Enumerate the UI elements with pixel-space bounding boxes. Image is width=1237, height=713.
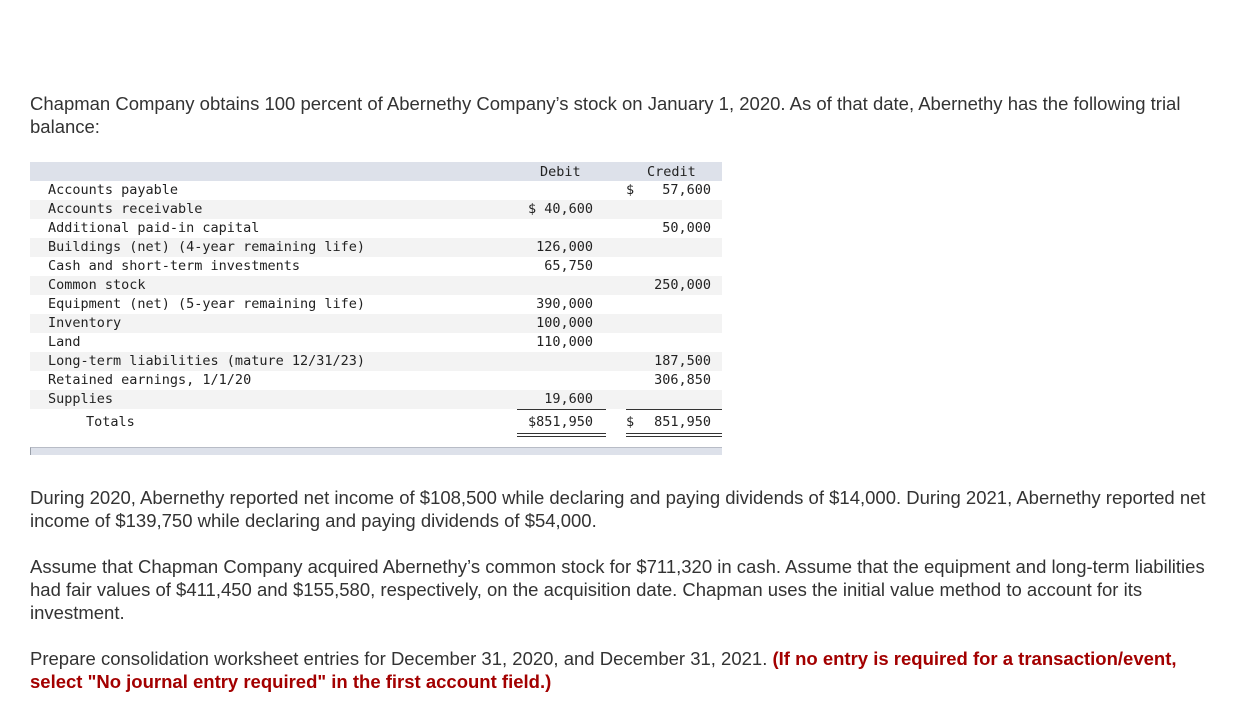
table-row bbox=[30, 257, 722, 276]
account-name: Retained earnings, 1/1/20 bbox=[48, 372, 252, 388]
debit-amount: 19,600 bbox=[544, 391, 593, 407]
table-row bbox=[30, 238, 722, 257]
account-name: Long-term liabilities (mature 12/31/23) bbox=[48, 353, 365, 369]
credit-dollar-sign: $ bbox=[626, 182, 635, 198]
account-name: Land bbox=[48, 334, 81, 350]
table-row bbox=[30, 314, 722, 333]
assumption-paragraph: Assume that Chapman Company acquired Abernethy’s common stock for $711,320 in cash. Assume that the equipment and long-term liabilities had fair values of $411,450 and $155,580, respectively, on the acquisition date. Chapman uses the initial value method to account for its investment. bbox=[30, 556, 1205, 623]
table-row bbox=[30, 219, 722, 238]
debit-amount: 65,750 bbox=[544, 258, 593, 274]
credit-amount: 306,850 bbox=[654, 372, 711, 388]
instruction-text: (If no entry is required for a transaction/event, select "No journal entry required" in the first account field.) bbox=[30, 648, 1177, 692]
credit-amount: 250,000 bbox=[654, 277, 711, 293]
totals-label: Totals bbox=[86, 414, 135, 430]
account-name: Cash and short-term investments bbox=[48, 258, 300, 274]
credit-amount: 50,000 bbox=[662, 220, 711, 236]
debit-amount: 110,000 bbox=[536, 334, 593, 350]
debit-subtotal-rule bbox=[517, 409, 606, 410]
table-row bbox=[30, 352, 722, 371]
table-header bbox=[30, 162, 722, 181]
account-name: Buildings (net) (4-year remaining life) bbox=[48, 239, 365, 255]
credit-header: Credit bbox=[647, 164, 696, 180]
prepare-text: Prepare consolidation worksheet entries for December 31, 2020, and December 31, 2021. bbox=[30, 648, 768, 669]
table-row bbox=[30, 371, 722, 390]
table-row bbox=[30, 276, 722, 295]
debit-amount: 126,000 bbox=[536, 239, 593, 255]
credit-subtotal-rule bbox=[626, 409, 722, 410]
table-row bbox=[30, 333, 722, 352]
table-row bbox=[30, 390, 722, 409]
prepare-paragraph bbox=[30, 647, 1210, 693]
account-name: Common stock bbox=[48, 277, 146, 293]
account-name: Equipment (net) (5-year remaining life) bbox=[48, 296, 365, 312]
credit-total: 851,950 bbox=[654, 414, 711, 430]
account-name: Additional paid-in capital bbox=[48, 220, 260, 236]
account-name: Accounts payable bbox=[48, 182, 179, 198]
credit-total-double-rule bbox=[626, 433, 722, 437]
debit-amount: $ 40,600 bbox=[527, 201, 593, 217]
table-row bbox=[30, 200, 722, 219]
credit-amount: 187,500 bbox=[654, 353, 711, 369]
account-name: Accounts receivable bbox=[48, 201, 203, 217]
account-name: Supplies bbox=[48, 391, 114, 407]
account-name: Inventory bbox=[48, 315, 122, 331]
debit-amount: 390,000 bbox=[536, 296, 593, 312]
intro-paragraph: Chapman Company obtains 100 percent of Abernethy Company’s stock on January 1, 2020. As of that date, Abernethy has the following trial balance: bbox=[30, 93, 1181, 137]
table-row bbox=[30, 295, 722, 314]
debit-total: $851,950 bbox=[527, 414, 593, 430]
totals-row bbox=[30, 413, 722, 432]
table-row bbox=[30, 181, 722, 200]
debit-header: Debit bbox=[540, 164, 581, 180]
debit-amount: 100,000 bbox=[536, 315, 593, 331]
credit-total-dollar-sign: $ bbox=[626, 414, 635, 430]
debit-total-double-rule bbox=[517, 433, 606, 437]
income-paragraph: During 2020, Abernethy reported net income of $108,500 while declaring and paying dividends of $14,000. During 2021, Abernethy reported net income of $139,750 while declaring and paying dividends of $54,000. bbox=[30, 487, 1206, 531]
credit-amount: 57,600 bbox=[662, 182, 711, 198]
table-footer-bar bbox=[30, 447, 722, 455]
trial-balance-table bbox=[30, 162, 722, 455]
